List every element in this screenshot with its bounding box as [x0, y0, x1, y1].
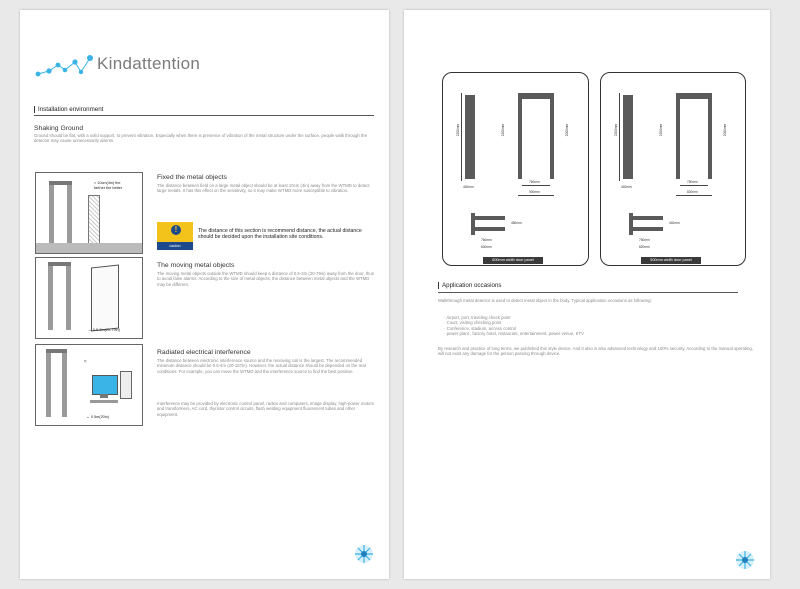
front-header-bar: [676, 93, 712, 99]
page-title: Kindattention: [97, 54, 201, 73]
top-view-bar: [475, 227, 505, 231]
list-item: · power plant , factory hotel, restaurant, entertainment, power venue, KTV: [444, 331, 584, 337]
metal-object: [88, 195, 100, 245]
moving-distance: 0.5-2m(20-79in): [92, 328, 120, 332]
post-front-left: [518, 99, 522, 179]
starburst-icon: [354, 544, 374, 564]
moving-diagram-label: ↔ 0.5-2m(20-79in): [88, 328, 120, 332]
dim-height-passage: 2000mm: [565, 123, 570, 137]
radiated-body-2: Interference may be provided by electronic control panel, radios and computers, image display, high-power motors and transformers, AC cord, thyristor control circuits, flash welding equipment fluorescent tubes and other equipment.: [157, 401, 375, 417]
pc-tower-icon: [120, 371, 132, 399]
post-front-right: [550, 99, 554, 179]
detector-head: [48, 262, 71, 266]
starburst-icon: [735, 550, 755, 570]
dim-height-inner: 2200mm: [659, 123, 664, 137]
door-panel-500-frame: [600, 72, 746, 266]
dim-height-passage: 2000mm: [723, 123, 728, 137]
dim-top-outer: 600mm: [481, 245, 492, 249]
top-view-bar: [633, 227, 663, 231]
dim-height: 2200mm: [614, 123, 619, 137]
dim-line: [676, 195, 712, 196]
fixed-diagram-label-line2: farther the better: [94, 185, 123, 190]
top-view-bar: [475, 216, 505, 220]
section-divider: [438, 292, 738, 293]
exclamation-icon: !: [171, 225, 181, 235]
dim-outer-width: 900mm: [529, 190, 540, 194]
detector-post: [48, 264, 53, 330]
molecule-logo-icon: [34, 52, 96, 80]
dim-depth: 440mm: [621, 185, 632, 189]
radiated-body-1: The distance between electronic interference source and the receiving coil is the largest. The recommended minimum distance should be 0.5-4m (20-157in). However, the actual distance should be depended on the real conditions. For example, you can move the WTMD and the interference source to find the best position.: [157, 358, 366, 374]
list-item: · Court, visiting checking point: [444, 320, 502, 326]
radiated-diagram-label: ↔ 0.5m(20in): [86, 415, 110, 419]
post-side-view: [465, 95, 475, 179]
detector-post: [46, 351, 51, 417]
dim-top-inner: 760mm: [481, 238, 492, 242]
section-title-application: Application occasions: [438, 282, 502, 289]
application-intro: Walkthrough metal detector is used to detect metal object in the body. Typical application occasions as following:: [438, 298, 652, 303]
dim-top-inner: 750mm: [639, 238, 650, 242]
dim-top-outer: 820mm: [639, 245, 650, 249]
signal-icon: ≈: [84, 359, 87, 365]
fixed-diagram-label: [94, 181, 140, 190]
dim-height-inner: 2200mm: [501, 123, 506, 137]
dim-inner-width: 750mm: [687, 180, 698, 184]
post-front-left: [676, 99, 680, 179]
top-view-end: [471, 213, 475, 235]
detector-head: [46, 349, 67, 353]
frame-tag-600: 600mm width door panel: [483, 257, 543, 264]
dim-height: 2200mm: [456, 123, 461, 137]
front-header-bar: [518, 93, 554, 99]
keyboard-icon: [90, 400, 118, 403]
monitor-stand: [100, 394, 108, 398]
section-divider: [34, 115, 374, 116]
left-page: [20, 10, 389, 579]
dim-top-depth: 440mm: [669, 221, 680, 225]
right-page: [404, 10, 770, 579]
dim-depth: 440mm: [463, 185, 474, 189]
post-front-right: [708, 99, 712, 179]
floor: [36, 243, 142, 253]
detector-head: [49, 181, 72, 185]
door-icon: [91, 265, 119, 332]
fixed-diagram-label-line1: > 10cm(4in) the: [94, 181, 121, 185]
monitor-icon: [92, 375, 118, 395]
dim-line: [680, 185, 708, 186]
top-view-end: [629, 213, 633, 235]
list-item: · Conference, stadium, access control: [444, 325, 517, 331]
application-closing: By research and practice of long terms, we published this style device. And it also is also advanced technology and 100% security. According to the manual operating, will not exist any damage for the person passing through device.: [438, 346, 753, 357]
distance-notice: The distance of this section is recommend distance, the actual distance should be decided upon the installation site conditions.: [198, 228, 362, 241]
moving-body: The moving metal objects outside the WTMD should keep a distance of 0.5-2m (20-79in) away from the door, thus to avoid false alarms. According to the size of metal objects, the distance between metal objects and the WTMD may be different.: [157, 271, 374, 287]
frame-tag-500: 500mm width door panel: [641, 257, 701, 264]
dim-inner-width: 760mm: [529, 180, 540, 184]
section-title-installation: Installation environment: [34, 106, 103, 113]
detector-post: [49, 183, 54, 243]
dim-line: [518, 195, 554, 196]
shaking-body: Ground should be flat, with a solid support, to prevent vibration. Especially when there is presence of vibration of the metal structure under the surface, people walk through the detector may cause unnecessarily alarms.: [34, 133, 367, 144]
detector-post: [67, 183, 72, 243]
application-list: [444, 315, 744, 337]
dim-line: [522, 185, 550, 186]
post-side-view: [623, 95, 633, 179]
dim-line: [619, 93, 620, 181]
fixed-metal-diagram: [35, 172, 143, 254]
detector-post: [62, 351, 67, 417]
fixed-body: The distance between field on a large metal object should be at least 10cm (4in) away from the WTMD to detect large metals. It has this effect on the sensitivity, so it may make WTMD more susceptible to vibration.: [157, 183, 370, 194]
dim-line: [461, 93, 462, 181]
dim-top-depth: 480mm: [511, 221, 522, 225]
caution-badge: caution: [157, 242, 193, 250]
moving-heading: The moving metal objects: [157, 262, 235, 269]
top-view-bar: [633, 216, 663, 220]
door-panel-600-frame: [442, 72, 589, 266]
shaking-heading: Shaking Ground: [34, 125, 84, 132]
list-item: · Airport, port, traveling check point: [444, 315, 511, 320]
fixed-heading: Fixed the metal objects: [157, 174, 227, 181]
detector-post: [66, 264, 71, 330]
radiated-heading: Radiated electrical interference: [157, 349, 251, 356]
radiated-distance: 0.5m(20in): [90, 415, 110, 419]
dim-outer-width: 820mm: [687, 190, 698, 194]
moving-metal-diagram: [35, 257, 143, 339]
radiated-diagram: [35, 344, 143, 426]
